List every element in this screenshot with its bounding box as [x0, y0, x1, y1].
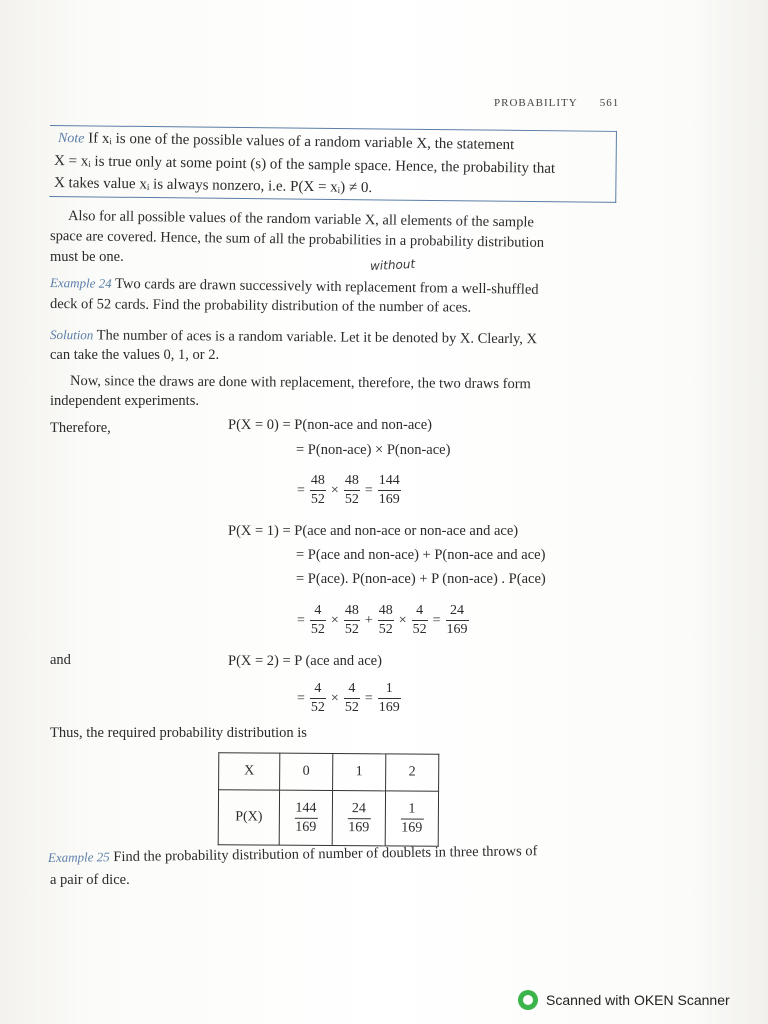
fraction: $\frac{48}{52}$ — [344, 473, 359, 507]
solution-label: Solution — [49, 327, 94, 343]
header-title: PROBABILITY — [494, 97, 578, 109]
p0-line-2: = P(non-ace) × P(non-ace) — [296, 442, 451, 458]
table-row — [218, 790, 438, 847]
fraction: $\frac{48}{52}$ — [310, 473, 325, 507]
thus-line: Thus, the required probability distribution is — [50, 725, 307, 741]
fraction: $\frac{144}{169}$ — [378, 473, 400, 507]
running-header — [494, 97, 619, 109]
solution-line-3: Now, since the draws are done with replacement, therefore, the two draws form — [69, 373, 531, 393]
note-line-2: X = xᵢ is true only at some point (s) of the sample space. Hence, the probability that — [53, 153, 556, 177]
table-cell: P(X) — [218, 790, 279, 845]
para1-line-2: space are covered. Hence, the sum of all the probabilities in a probability distribution — [49, 228, 545, 251]
note-label: Note — [57, 131, 85, 147]
table-cell: $\frac{1}{169}$ — [385, 791, 438, 846]
example24-label: Example 24 — [49, 275, 112, 291]
p0-line-1: P(X = 0) = P(non-ace and non-ace) — [228, 417, 432, 433]
scanner-logo-icon — [518, 990, 538, 1010]
example25-label: Example 25 — [47, 849, 110, 865]
handwritten-without: without — [369, 256, 416, 274]
therefore-label: Therefore, — [50, 420, 111, 436]
example24-line-2: deck of 52 cards. Find the probability distribution of the number of aces. — [49, 296, 472, 316]
scanner-watermark — [518, 990, 730, 1010]
p2-fraction-line: = $\frac{4}{52}$ × $\frac{4}{52}$ = $\frac{1}{169}$ — [297, 681, 400, 715]
probability-distribution-table — [218, 752, 440, 847]
table-cell: 0 — [280, 753, 333, 790]
table-row — [219, 753, 439, 792]
table-cell: 2 — [386, 754, 439, 791]
p0-fraction-line: = $\frac{48}{52}$ × $\frac{48}{52}$ = $\frac{144}{169}$ — [297, 473, 400, 507]
p1-line-2: = P(ace and non-ace) + P(non-ace and ace) — [296, 547, 546, 563]
page-number: 561 — [599, 97, 620, 109]
solution-line-2: can take the values 0, 1, or 2. — [50, 347, 220, 363]
table-cell: 1 — [333, 754, 386, 791]
table-cell: $\frac{24}{169}$ — [332, 791, 385, 846]
fraction: $\frac{4}{52}$ — [310, 603, 325, 637]
table-cell: X — [219, 753, 280, 790]
p1-line-3: = P(ace). P(non-ace) + P (non-ace) . P(ace) — [296, 571, 546, 587]
fraction: $\frac{1}{169}$ — [378, 681, 400, 715]
example24-line-1: Example 24 Two cards are drawn successively with replacement from a well-shuffled — [49, 275, 539, 298]
para1-line-1: Also for all possible values of the random variable X, all elements of the sample — [67, 208, 534, 231]
fraction: $\frac{24}{169}$ — [446, 603, 468, 637]
example25-line-2: a pair of dice. — [50, 872, 130, 888]
fraction: $\frac{4}{52}$ — [344, 681, 359, 715]
and-label: and — [50, 652, 71, 668]
note-line-1: Note If xᵢ is one of the possible values of a random variable X, the statement — [57, 130, 515, 154]
p1-line-1: P(X = 1) = P(ace and non-ace or non-ace and ace) — [228, 523, 519, 539]
solution-line-1: Solution The number of aces is a random variable. Let it be denoted by X. Clearly, X — [49, 327, 538, 348]
note-line-3: X takes value xᵢ is always nonzero, i.e. P(X = xᵢ) ≠ 0. — [53, 175, 373, 196]
para1-line-3: must be one. — [50, 249, 124, 265]
p2-line-1: P(X = 2) = P (ace and ace) — [228, 653, 382, 669]
fraction: $\frac{48}{52}$ — [344, 603, 359, 637]
table-cell: $\frac{144}{169}$ — [279, 790, 332, 845]
fraction: $\frac{4}{52}$ — [412, 603, 427, 637]
watermark-text: Scanned with OKEN Scanner — [546, 992, 730, 1008]
solution-line-4: independent experiments. — [50, 393, 199, 409]
fraction: $\frac{4}{52}$ — [310, 681, 325, 715]
example25-line-1: Example 25 Find the probability distribution of number of doublets in three throws of — [47, 843, 538, 866]
p1-fraction-line: = $\frac{4}{52}$ × $\frac{48}{52}$ + $\frac{48}{52}$ × $\frac{4}{52}$ = $\frac{24}{169}$ — [297, 603, 468, 637]
fraction: $\frac{48}{52}$ — [378, 603, 393, 637]
